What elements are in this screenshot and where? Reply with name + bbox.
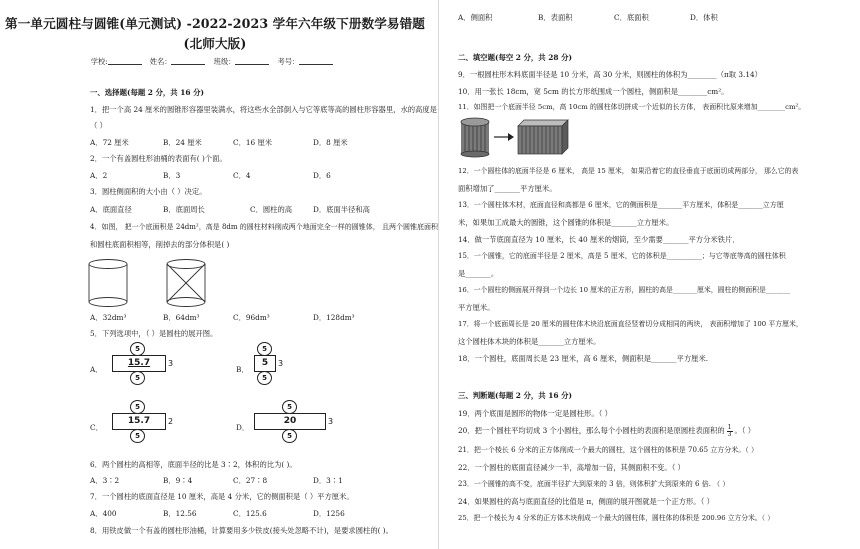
q3-text: 3．圆柱侧面积的大小由（ ）决定。 xyxy=(90,187,207,196)
q6-option-c[interactable]: C．27∶8 xyxy=(233,476,268,485)
q1-line2: （ ） xyxy=(90,121,107,130)
net-b-bottom-circle: 5 xyxy=(257,371,272,385)
net-a-bottom-circle: 5 xyxy=(130,371,145,385)
q5-option-a[interactable]: A． xyxy=(90,365,103,374)
q12-line1: 12．一个圆柱体的底面半径是 6 厘米， 高是 15 厘米， 如果沿着它的直径垂直于底面切成两部分， 那么它的表 xyxy=(458,167,799,175)
net-b-rectangle: 5 xyxy=(254,355,276,372)
q7-option-b[interactable]: B．12.56 xyxy=(163,509,197,518)
name-label: 姓名： xyxy=(149,57,172,66)
cylinder-cone-figure xyxy=(86,258,216,308)
q18-text: 18．一个圆柱，底面周长是 23 厘米，高 6 厘米，侧面积是_______平方厘米. xyxy=(458,354,709,363)
q7-option-d[interactable]: D．1256 xyxy=(313,509,345,518)
cylinder-top-ellipse xyxy=(89,260,127,269)
q5-option-d[interactable]: D． xyxy=(236,423,250,432)
net-a-top-circle: 5 xyxy=(130,342,145,356)
q17-line1: 17．将一个底面周长是 20 厘米的圆柱体木块沿底面直径竖着切分成相同的两块， 表面积增加了 100 平方厘米， xyxy=(458,320,803,328)
net-d-bottom-circle: 5 xyxy=(282,429,297,443)
right-column xyxy=(444,0,860,549)
net-a-rectangle: 15.7 xyxy=(112,355,166,372)
q13-line1: 13．一个圆柱体木材，底面直径和高都是 6 厘米，它的侧面积是_______平方厘米，体积是_______立方厘 xyxy=(458,201,784,209)
q8-option-d[interactable]: D．体积 xyxy=(690,13,718,22)
q1-option-c[interactable]: C．16 厘米 xyxy=(233,138,273,147)
q1-line1: 1．把一个高 24 厘米的圆锥形容器里装满水，将这些水全部倒入与它等底等高的圆柱形容器里，水的高度是 xyxy=(90,105,437,114)
section3-heading: 三、判断题(每题 2 分，共 16 分) xyxy=(458,391,573,400)
arrow-icon xyxy=(494,133,514,141)
net-c[interactable] xyxy=(106,400,176,452)
net-d-side: 3 xyxy=(328,417,334,426)
net-b[interactable] xyxy=(252,342,292,392)
exam-no-label: 考号： xyxy=(277,57,300,66)
q19-text: 19．两个底面是圆形的物体一定是圆柱形。（ ） xyxy=(458,409,612,418)
q4-line2: 和圆柱底面积相等，削掉去的部分体积是( ) xyxy=(90,240,230,249)
cones-top-ellipse xyxy=(167,260,205,269)
cones-bottom-ellipse xyxy=(167,298,205,307)
cone-slant-4 xyxy=(186,283,205,302)
q20-frac-denominator: 3 xyxy=(727,430,732,438)
q7-text: 7．一个圆柱的底面直径是 10 厘米，高是 4 分米，它的侧面积是（ ）平方厘米。 xyxy=(90,492,354,501)
approx-cuboid xyxy=(518,120,568,154)
q3-option-a[interactable]: A．底面直径 xyxy=(90,205,132,214)
cylinder-bottom-ellipse xyxy=(89,298,127,307)
q16-line2: 平方厘米。 xyxy=(458,303,495,312)
net-d-top-circle: 5 xyxy=(282,400,297,414)
net-c-rectangle: 15.7 xyxy=(112,413,166,430)
q10-text: 10．用一张长 18cm，宽 5cm 的长方形纸围成一个圆柱，侧面积是________cm²。 xyxy=(458,87,729,96)
net-c-side: 2 xyxy=(168,417,174,426)
q20-after: 。（ ） xyxy=(734,426,756,435)
section1-heading: 一、选择题(每题 2 分，共 16 分) xyxy=(90,88,205,97)
q3-option-c[interactable]: C．圆柱的高 xyxy=(250,205,293,214)
q4-option-c[interactable]: C．96dm³ xyxy=(233,313,270,322)
net-d-rectangle: 20 xyxy=(254,413,326,430)
net-b-top-circle: 5 xyxy=(257,342,272,356)
column-divider xyxy=(438,0,439,549)
cone-slant-3 xyxy=(167,283,186,302)
q9-text: 9．一根圆柱形木料底面半径是 10 分米，高 30 分米，则圆柱的体积为________（π取 3.14） xyxy=(458,70,762,79)
name-blank[interactable] xyxy=(171,56,205,65)
net-d[interactable] xyxy=(252,400,342,452)
school-label: 学校: xyxy=(90,57,108,66)
q1-option-a[interactable]: A．72 厘米 xyxy=(90,138,129,147)
q11-figure xyxy=(458,116,578,158)
q8-option-b[interactable]: B．表面积 xyxy=(538,13,573,22)
q4-option-b[interactable]: B．64dm³ xyxy=(163,313,200,322)
q12-line2: 面积增加了_______平方厘米。 xyxy=(458,184,557,193)
q20-before: 20．把一个圆柱平均切成 3 个小圆柱，那么每个小圆柱的表面积是原圆柱表面积的 xyxy=(458,426,725,435)
q8-text: 8．用铁皮做一个有盖的圆柱形油桶，计算要用多少铁皮(接头处忽略不计)，是要求圆柱的( )。 xyxy=(90,526,393,535)
exam-no-blank[interactable] xyxy=(299,56,333,65)
q15-line2: 是_______。 xyxy=(458,269,499,278)
page-title: 第一单元圆柱与圆锥(单元测试) -2022-2023 学年六年级下册数学易错题 xyxy=(5,16,425,31)
q17-line2: 这个圆柱体木块的体积是_______立方厘米。 xyxy=(458,337,601,346)
q8-option-a[interactable]: A．侧面积 xyxy=(458,13,493,22)
q25-text: 25．把一个棱长为 4 分米的正方体木块削成一个最大的圆柱体，圆柱体的体积是 200.96 立方分米。（ ） xyxy=(458,514,775,522)
net-b-side: 3 xyxy=(278,359,284,368)
q5-option-c[interactable]: C． xyxy=(90,423,103,432)
q21-text: 21．把一个棱长 6 分米的正方体削成一个最大的圆柱，这个圆柱的体积是 70.65 立方分米。（ ） xyxy=(458,446,759,454)
cone-slant-1 xyxy=(167,264,186,283)
q20-fraction xyxy=(727,425,733,438)
class-label: 班级： xyxy=(213,57,236,66)
class-blank[interactable] xyxy=(235,56,269,65)
page-subtitle: (北师大版) xyxy=(183,36,247,51)
q4-option-d[interactable]: D．128dm³ xyxy=(313,313,355,322)
q23-text: 23．一个圆锥的高不变，底面半径扩大到原来的 3 倍，则体积扩大到原来的 6 倍. （ ） xyxy=(458,480,730,488)
q1-option-b[interactable]: B．24 厘米 xyxy=(163,138,202,147)
q8-option-c[interactable]: C．底面积 xyxy=(614,13,649,22)
q5-option-b[interactable]: B． xyxy=(236,365,249,374)
section2-heading: 二、填空题(每空 2 分，共 28 分) xyxy=(458,53,573,62)
net-c-top-circle: 5 xyxy=(130,400,145,414)
cone-slant-2 xyxy=(186,264,205,283)
q6-text: 6．两个圆柱的高相等，底面半径的比是 3∶2，体积的比为( )。 xyxy=(90,460,297,469)
q6-option-b[interactable]: B．9∶4 xyxy=(163,476,193,485)
q15-line1: 15．一个圆锥，它的底面半径是 2 厘米，高是 5 厘米，它的体积是__________；与它等底等高的圆柱体积 xyxy=(458,252,786,260)
q6-option-a[interactable]: A．3∶2 xyxy=(90,476,120,485)
q2-text: 2．一个有盖圆柱形油桶的表面有( )个面。 xyxy=(90,154,227,163)
net-a-side: 3 xyxy=(168,359,174,368)
q6-option-d[interactable]: D．3∶1 xyxy=(313,476,343,485)
q22-text: 22．一个圆柱的底面直径减少一半，高增加一倍，其侧面积不变。（ ） xyxy=(458,463,685,472)
q14-text: 14．做一节底面直径为 10 厘米，长 40 厘米的烟筒，至少需要_______平方分米铁片． xyxy=(458,235,740,244)
striped-cylinder xyxy=(461,118,489,157)
q1-option-d[interactable]: D．8 厘米 xyxy=(313,138,348,147)
q4-option-a[interactable]: A．32dm³ xyxy=(90,313,127,322)
q7-option-c[interactable]: C．125.6 xyxy=(233,509,267,518)
q3-option-d[interactable]: D．底面半径和高 xyxy=(313,205,370,214)
q3-option-b[interactable]: B．底面周长 xyxy=(163,205,205,214)
q2-option-b[interactable]: B．3 xyxy=(163,171,181,180)
q2-option-d[interactable]: D．6 xyxy=(313,171,331,180)
q16-line1: 16．一个圆柱的侧面展开得到一个边长 10 厘米的正方形，圆柱的高是_______厘米，圆柱的侧面积是_______ xyxy=(458,286,790,294)
q5-text: 5．下列选项中，（ ）是圆柱的展开图。 xyxy=(90,329,218,338)
q20-frac-numerator: 1 xyxy=(727,423,732,431)
q7-option-a[interactable]: A．400 xyxy=(90,509,117,518)
student-info xyxy=(0,56,430,67)
q2-option-a[interactable]: A．2 xyxy=(90,171,108,180)
q13-line2: 米，如果加工成最大的圆锥，这个圆锥的体积是_______立方厘米。 xyxy=(458,218,674,227)
q24-text: 24．如果圆柱的高与底面直径的比值是 π，侧面的展开图就是一个正方形。（ ） xyxy=(458,497,714,506)
q2-option-c[interactable]: C．4 xyxy=(233,171,251,180)
school-blank[interactable] xyxy=(108,56,142,65)
q4-line1: 4．如图， 把一个底面积是 24dm²，高是 8dm 的圆柱材料削成两个地面完全一样的圆锥体， 且两个圆锥底面积 xyxy=(90,223,438,231)
net-a[interactable] xyxy=(106,342,176,392)
net-c-bottom-circle: 5 xyxy=(130,429,145,443)
q11-text: 11．如图把一个底面半径 5cm，高 10cm 的圆柱体切拼成一个近似的长方体， 表面积比原来增加________cm²。 xyxy=(458,103,806,111)
q20-text xyxy=(458,424,755,438)
